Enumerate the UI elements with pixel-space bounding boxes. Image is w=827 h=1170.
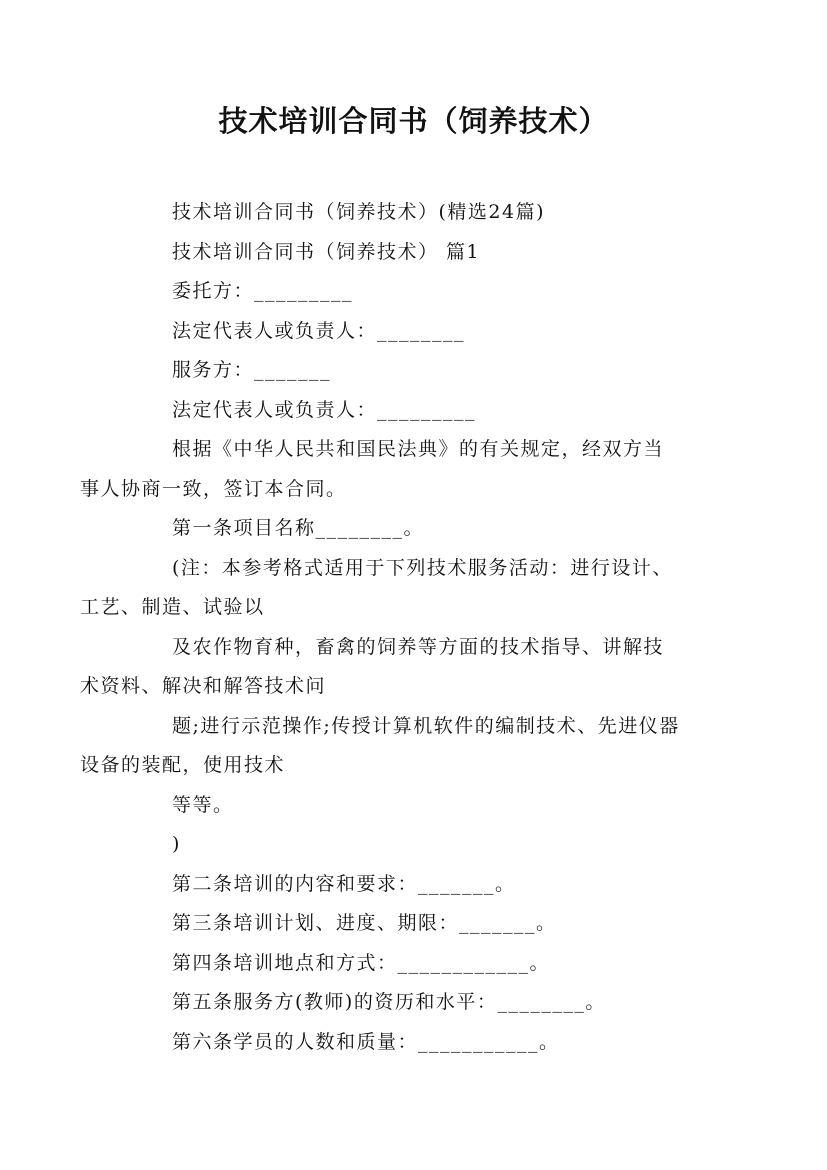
paragraph-note-line-3: 题;进行示范操作;传授计算机软件的编制技术、先进仪器设备的装配，使用技术	[80, 714, 680, 776]
paragraph-note-line-1: (注：本参考格式适用于下列技术服务活动：进行设计、工艺、制造、试验以	[80, 556, 673, 618]
paragraph-article-3: 第三条培训计划、进度、期限：_______。	[172, 912, 557, 934]
paragraph-provider: 服务方：_______	[172, 359, 332, 381]
paragraph-provider-representative: 法定代表人或负责人：_________	[172, 398, 477, 421]
paragraph-preamble: 根据《中华人民共和国民法典》的有关规定，经双方当事人协商一致，签订本合同。	[80, 438, 665, 500]
paragraph-note-line-4: 等等。	[172, 793, 234, 816]
paragraph-article-1: 第一条项目名称________。	[172, 517, 425, 539]
paragraph-article-6: 第六条学员的人数和质量：___________。	[172, 1030, 560, 1053]
paragraph-article-4: 第四条培训地点和方式：____________。	[172, 951, 551, 974]
paragraph-note-line-2: 及农作物育种，畜禽的饲养等方面的技术指导、讲解技术资料、解决和解答技术问	[80, 635, 665, 697]
paragraph-subtitle: 技术培训合同书（饲养技术）(精选24篇)	[172, 201, 546, 223]
paragraph-section-heading: 技术培训合同书（饲养技术） 篇1	[172, 240, 481, 263]
document-title: 技术培训合同书（饲养技术）	[218, 104, 609, 138]
paragraph-client: 委托方：_________	[172, 280, 354, 302]
paragraph-client-representative: 法定代表人或负责人：________	[172, 319, 466, 342]
paragraph-article-2: 第二条培训的内容和要求：_______。	[172, 872, 516, 895]
paragraph-note-close: )	[172, 833, 181, 855]
paragraph-article-5: 第五条服务方(教师)的资历和水平：________。	[172, 991, 606, 1013]
document-body	[80, 193, 726, 1062]
